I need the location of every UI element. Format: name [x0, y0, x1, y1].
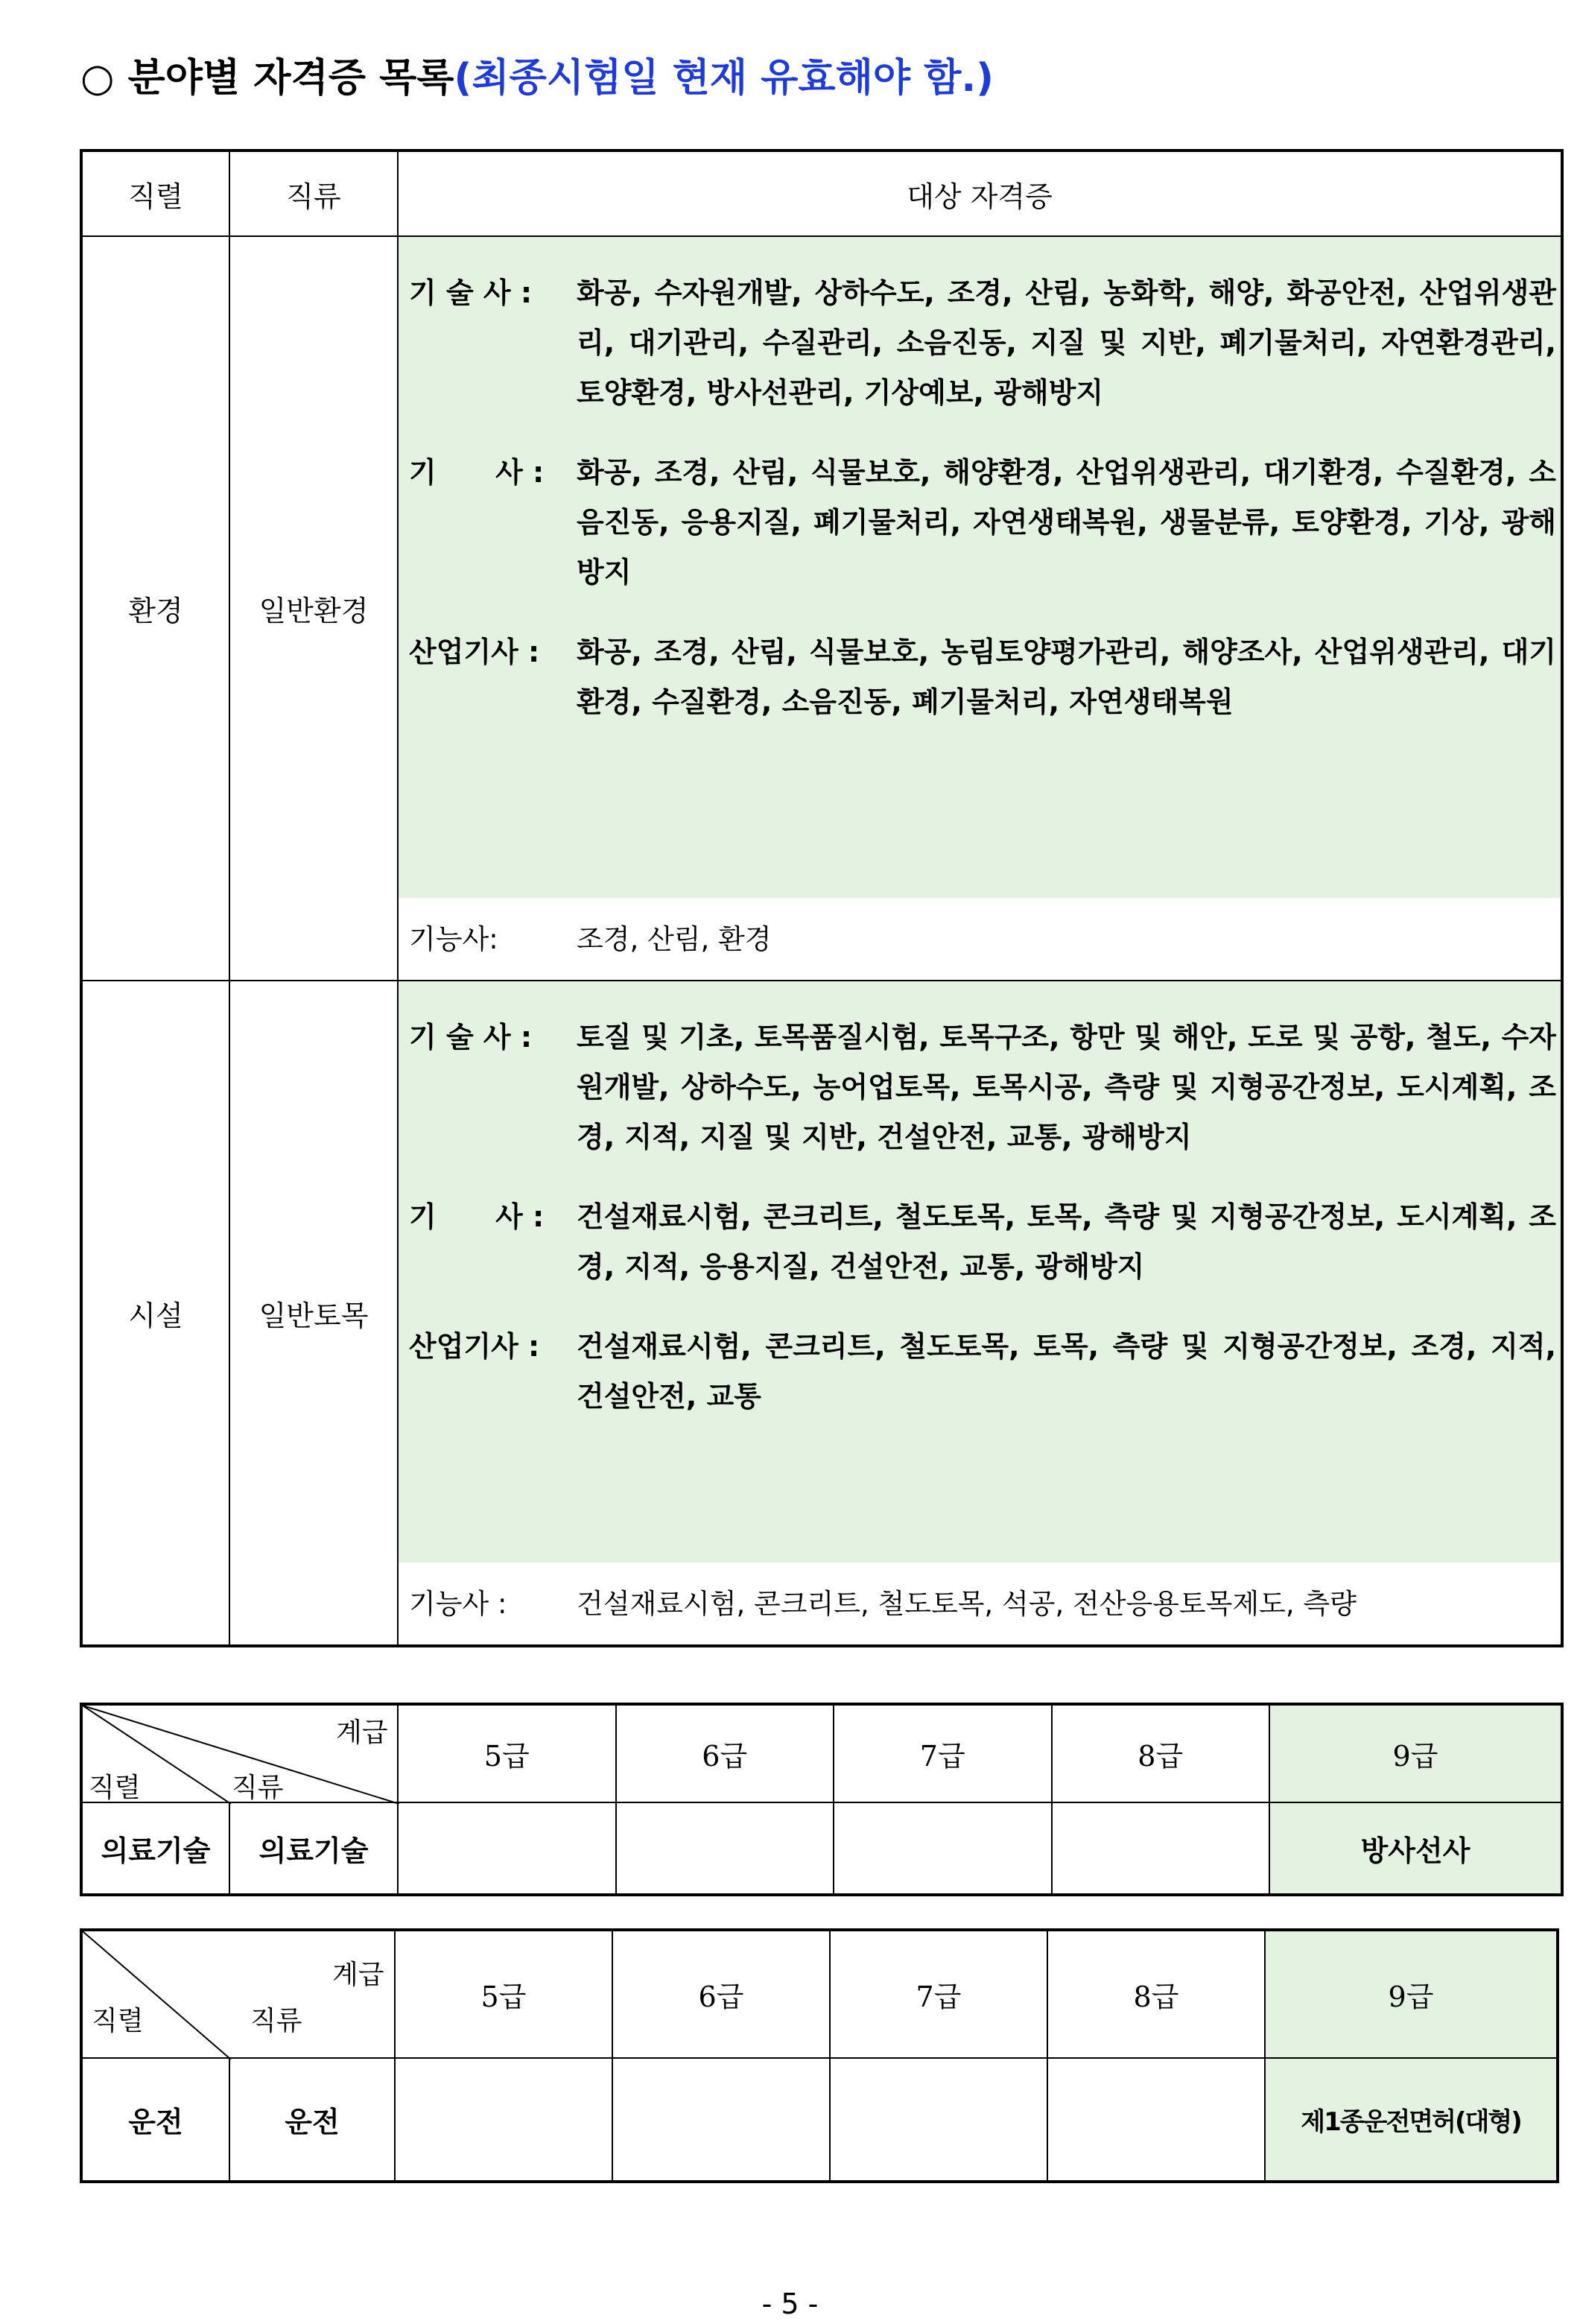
value-6: [612, 2058, 830, 2182]
craftsman-text: 건설재료시험, 콘크리트, 철도토목, 석공, 전산응용토목제도, 측량: [577, 1587, 1357, 1620]
qual-label: 기 술 사 :: [409, 276, 533, 309]
value-5: [398, 1802, 616, 1895]
qual-text: 화공, 수자원개발, 상하수도, 조경, 산림, 농화학, 해양, 화공안전, 산업위생관리, 대기관리, 수질관리, 소음진동, 지질 및 지반, 폐기물처리, 자연환경관리, 토양환경, 방사선관리, 기상예보, 광해방지: [577, 276, 1556, 409]
grade-6: 6급: [612, 1930, 830, 2058]
qual-label: 산업기사 :: [409, 636, 540, 668]
diagonal-lines: [83, 1931, 396, 2059]
header-class: 직류: [229, 151, 398, 236]
title-note: (최종시험일 현재 유효해야 함.): [454, 56, 994, 101]
header-qualifications: 대상 자격증: [398, 151, 1562, 236]
qual-label: 기 술 사 :: [409, 1021, 533, 1054]
value-5: [395, 2058, 612, 2182]
header-series: 직렬: [81, 151, 229, 236]
grade-9: 9급: [1265, 1930, 1558, 2058]
qual-text: 토질 및 기초, 토목품질시험, 토목구조, 항만 및 해안, 도로 및 공항, 철도, 수자원개발, 상하수도, 농어업토목, 토목시공, 측량 및 지형공간정보, 도시계획, 조경, 지적, 지질 및 지반, 건설안전, 교통, 광해방지: [577, 1021, 1556, 1153]
value-7: [830, 2058, 1047, 2182]
corner-series: 직렬: [89, 1773, 141, 1803]
corner-cell: [81, 1704, 398, 1802]
qual-label: 기 사 :: [409, 1200, 545, 1233]
class-cell: 운전: [229, 2058, 395, 2182]
page-title: [80, 46, 994, 102]
qualifications-cell: [398, 981, 1562, 1646]
value-8: [1052, 1802, 1270, 1895]
craftsman-label: 기능사:: [409, 922, 498, 955]
page-number: - 5 -: [761, 2287, 819, 2320]
table-header-row: [81, 151, 1562, 236]
grade-5: 5급: [398, 1704, 616, 1802]
qual-group: [399, 981, 1561, 1162]
qual-text: 건설재료시험, 콘크리트, 철도토목, 토목, 측량 및 지형공간정보, 도시계획, 조경, 지적, 응용지질, 건설안전, 교통, 광해방지: [577, 1200, 1556, 1283]
series-cell: 시설: [81, 981, 229, 1646]
grade-header-row: [81, 1704, 1562, 1802]
corner-grade: 계급: [332, 1960, 384, 1990]
qual-group: [399, 598, 1561, 727]
craftsman-row: [399, 898, 1561, 980]
craftsman-text: 조경, 산림, 환경: [577, 922, 772, 955]
corner-class: 직류: [250, 2006, 302, 2036]
qual-group: [399, 1292, 1561, 1422]
qual-text: 건설재료시험, 콘크리트, 철도토목, 토목, 측량 및 지형공간정보, 조경, 지적, 건설안전, 교통: [577, 1330, 1556, 1413]
corner-cell: [81, 1930, 395, 2058]
class-cell: 의료기술: [229, 1802, 398, 1895]
value-9: 방사선사: [1269, 1802, 1562, 1895]
grade-9: 9급: [1269, 1704, 1562, 1802]
qual-label: 기 사 :: [409, 456, 545, 489]
qual-group: [399, 237, 1561, 418]
qual-text: 화공, 조경, 산림, 식물보호, 해양환경, 산업위생관리, 대기환경, 수질환경, 소음진동, 응용지질, 폐기물처리, 자연생태복원, 생물분류, 토양환경, 기상, 광해방지: [577, 456, 1556, 589]
qual-group: [399, 418, 1561, 598]
qual-group: [399, 1162, 1561, 1292]
qualifications-cell: [398, 236, 1562, 981]
grade-5: 5급: [395, 1930, 612, 2058]
grade-8: 8급: [1052, 1704, 1270, 1802]
table-row: [81, 981, 1562, 1646]
craftsman-row: [399, 1562, 1561, 1644]
grade-8: 8급: [1047, 1930, 1265, 2058]
table-row: [81, 236, 1562, 981]
qualification-table: [80, 149, 1564, 1647]
corner-series: 직렬: [92, 2006, 144, 2036]
title-prefix: ○ 분야별 자격증 목록: [80, 56, 454, 101]
value-9: 제1종운전면허(대형): [1265, 2058, 1558, 2182]
value-7: [834, 1802, 1052, 1895]
corner-class: 직류: [232, 1773, 284, 1803]
series-cell: 환경: [81, 236, 229, 981]
grade-6: 6급: [616, 1704, 834, 1802]
grade-table-driving: [80, 1928, 1559, 2183]
class-cell: 일반토목: [229, 981, 398, 1646]
craftsman-label: 기능사 :: [409, 1587, 507, 1620]
table-row: [81, 2058, 1558, 2182]
value-8: [1047, 2058, 1265, 2182]
qual-text: 화공, 조경, 산림, 식물보호, 농림토양평가관리, 해양조사, 산업위생관리, 대기환경, 수질환경, 소음진동, 폐기물처리, 자연생태복원: [577, 636, 1556, 718]
qual-label: 산업기사 :: [409, 1330, 540, 1363]
value-6: [616, 1802, 834, 1895]
series-cell: 운전: [81, 2058, 229, 2182]
table-row: [81, 1802, 1562, 1895]
grade-table-medical: [80, 1703, 1564, 1896]
class-cell: 일반환경: [229, 236, 398, 981]
grade-7: 7급: [834, 1704, 1052, 1802]
series-cell: 의료기술: [81, 1802, 229, 1895]
corner-grade: 계급: [336, 1717, 388, 1748]
grade-header-row: [81, 1930, 1558, 2058]
grade-7: 7급: [830, 1930, 1047, 2058]
